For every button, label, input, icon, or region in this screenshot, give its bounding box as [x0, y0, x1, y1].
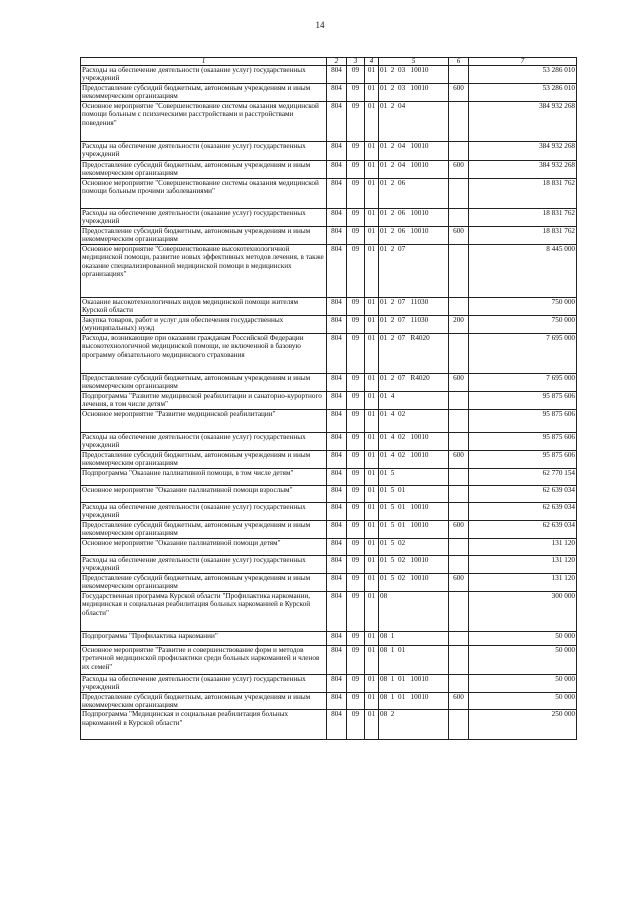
section-code-cell: 09: [347, 373, 365, 391]
target-article-cell: 01 5: [379, 468, 449, 485]
ministry-code-cell: 804: [327, 450, 347, 468]
section-code-cell: 09: [347, 432, 365, 450]
subsection-code-cell: 01: [365, 160, 379, 178]
row-name-cell: Подпрограмма "Профилактика наркомании": [81, 631, 327, 645]
row-name-cell: Предоставление субсидий бюджетным, автономным учреждениям и иным некоммерческим организациям: [81, 573, 327, 591]
table-row: [81, 244, 577, 297]
target-article-cell: 01 2 06 10010: [379, 226, 449, 244]
target-article-cell: 01 2 03 10010: [379, 66, 449, 84]
expense-type-cell: [449, 538, 469, 555]
section-code-cell: 09: [347, 101, 365, 141]
amount-cell: 750 000: [469, 315, 577, 333]
expense-type-cell: [449, 409, 469, 432]
table-row: [81, 538, 577, 555]
table-row: [81, 485, 577, 502]
amount-cell: 95 875 606: [469, 409, 577, 432]
target-article-cell: 01 2 07: [379, 244, 449, 297]
target-article-cell: 01 2 03 10010: [379, 83, 449, 101]
target-article-cell: 08 1 01: [379, 645, 449, 674]
budget-table: [80, 57, 577, 740]
subsection-code-cell: 01: [365, 631, 379, 645]
row-name-cell: Оказание высокотехнологичных видов медицинской помощи жителям Курской области: [81, 297, 327, 315]
target-article-cell: 01 2 07 R4020: [379, 333, 449, 373]
expense-type-cell: [449, 208, 469, 226]
expense-type-cell: 600: [449, 160, 469, 178]
row-name-cell: Основное мероприятие "Оказание паллиативной помощи взрослым": [81, 485, 327, 502]
expense-type-cell: [449, 432, 469, 450]
ministry-code-cell: 804: [327, 485, 347, 502]
ministry-code-cell: 804: [327, 141, 347, 160]
subsection-code-cell: 01: [365, 101, 379, 141]
target-article-cell: 01 4 02 10010: [379, 450, 449, 468]
expense-type-cell: 600: [449, 573, 469, 591]
section-code-cell: 09: [347, 315, 365, 333]
amount-cell: 50 000: [469, 645, 577, 674]
row-name-cell: Предоставление субсидий бюджетным, автономным учреждениям и иным некоммерческим организациям: [81, 373, 327, 391]
target-article-cell: 01 2 07 11030: [379, 315, 449, 333]
header-cell: 1: [81, 58, 327, 66]
section-code-cell: 09: [347, 244, 365, 297]
table-row: [81, 391, 577, 409]
section-code-cell: 09: [347, 83, 365, 101]
table-header-row: [81, 58, 577, 66]
table-row: [81, 645, 577, 674]
table-row: [81, 468, 577, 485]
table-row: [81, 208, 577, 226]
section-code-cell: 09: [347, 645, 365, 674]
table-row: [81, 333, 577, 373]
target-article-cell: 01 2 04 10010: [379, 160, 449, 178]
row-name-cell: Государственная программа Курской области "Профилактика наркомании, медицинская и социальная реабилитация больных наркоманией в Курской области": [81, 591, 327, 631]
amount-cell: 131 120: [469, 538, 577, 555]
ministry-code-cell: 804: [327, 297, 347, 315]
subsection-code-cell: 01: [365, 502, 379, 520]
table-row: [81, 160, 577, 178]
target-article-cell: 01 2 07 R4020: [379, 373, 449, 391]
header-cell: 6: [449, 58, 469, 66]
row-name-cell: Расходы на обеспечение деятельности (оказание услуг) государственных учреждений: [81, 208, 327, 226]
subsection-code-cell: 01: [365, 83, 379, 101]
section-code-cell: 09: [347, 333, 365, 373]
amount-cell: 750 000: [469, 297, 577, 315]
section-code-cell: 09: [347, 208, 365, 226]
table-row: [81, 674, 577, 692]
ministry-code-cell: 804: [327, 208, 347, 226]
section-code-cell: 09: [347, 674, 365, 692]
subsection-code-cell: 01: [365, 66, 379, 84]
section-code-cell: 09: [347, 297, 365, 315]
expense-type-cell: 200: [449, 315, 469, 333]
section-code-cell: 09: [347, 692, 365, 710]
subsection-code-cell: 01: [365, 432, 379, 450]
expense-type-cell: 600: [449, 520, 469, 538]
subsection-code-cell: 01: [365, 710, 379, 740]
ministry-code-cell: 804: [327, 432, 347, 450]
target-article-cell: 01 5 01: [379, 485, 449, 502]
row-name-cell: Подпрограмма "Развитие медицинской реабилитации и санаторно-курортного лечения, в том числе детям": [81, 391, 327, 409]
amount-cell: 62 639 034: [469, 485, 577, 502]
amount-cell: 50 000: [469, 674, 577, 692]
table-row: [81, 226, 577, 244]
amount-cell: 95 875 606: [469, 432, 577, 450]
amount-cell: 300 000: [469, 591, 577, 631]
ministry-code-cell: 804: [327, 66, 347, 84]
table-row: [81, 83, 577, 101]
target-article-cell: 08 1 01 10010: [379, 692, 449, 710]
ministry-code-cell: 804: [327, 391, 347, 409]
subsection-code-cell: 01: [365, 297, 379, 315]
table-row: [81, 710, 577, 740]
subsection-code-cell: 01: [365, 520, 379, 538]
expense-type-cell: [449, 710, 469, 740]
header-cell: 2: [327, 58, 347, 66]
row-name-cell: Предоставление субсидий бюджетным, автономным учреждениям и иным некоммерческим организациям: [81, 226, 327, 244]
expense-type-cell: [449, 502, 469, 520]
section-code-cell: 09: [347, 391, 365, 409]
ministry-code-cell: 804: [327, 674, 347, 692]
section-code-cell: 09: [347, 555, 365, 573]
table-row: [81, 692, 577, 710]
ministry-code-cell: 804: [327, 520, 347, 538]
expense-type-cell: 600: [449, 226, 469, 244]
amount-cell: 18 831 762: [469, 226, 577, 244]
subsection-code-cell: 01: [365, 485, 379, 502]
expense-type-cell: [449, 555, 469, 573]
expense-type-cell: [449, 631, 469, 645]
subsection-code-cell: 01: [365, 373, 379, 391]
section-code-cell: 09: [347, 226, 365, 244]
section-code-cell: 09: [347, 573, 365, 591]
page-number: 14: [315, 20, 325, 30]
expense-type-cell: 600: [449, 450, 469, 468]
ministry-code-cell: 804: [327, 645, 347, 674]
subsection-code-cell: 01: [365, 333, 379, 373]
target-article-cell: 08: [379, 591, 449, 631]
subsection-code-cell: 01: [365, 645, 379, 674]
amount-cell: 95 875 606: [469, 450, 577, 468]
expense-type-cell: [449, 485, 469, 502]
subsection-code-cell: 01: [365, 674, 379, 692]
section-code-cell: 09: [347, 160, 365, 178]
section-code-cell: 09: [347, 66, 365, 84]
table-row: [81, 520, 577, 538]
ministry-code-cell: 804: [327, 315, 347, 333]
row-name-cell: Основное мероприятие "Развитие медицинской реабилитации": [81, 409, 327, 432]
expense-type-cell: [449, 591, 469, 631]
amount-cell: 62 639 034: [469, 502, 577, 520]
target-article-cell: 01 5 01 10010: [379, 502, 449, 520]
expense-type-cell: [449, 468, 469, 485]
row-name-cell: Предоставление субсидий бюджетным, автономным учреждениям и иным некоммерческим организациям: [81, 520, 327, 538]
ministry-code-cell: 804: [327, 178, 347, 208]
row-name-cell: Основное мероприятие "Развитие и совершенствование форм и методов третичной медицинской профилактики среди больных наркоманией и членов их семей": [81, 645, 327, 674]
section-code-cell: 09: [347, 591, 365, 631]
amount-cell: 18 831 762: [469, 178, 577, 208]
ministry-code-cell: 804: [327, 160, 347, 178]
section-code-cell: 09: [347, 631, 365, 645]
row-name-cell: Расходы, возникающие при оказании гражданам Российской Федерации высокотехнологичной медицинской помощи, не включенной в базовую программу обязательного медицинского страхования: [81, 333, 327, 373]
subsection-code-cell: 01: [365, 391, 379, 409]
section-code-cell: 09: [347, 141, 365, 160]
ministry-code-cell: 804: [327, 555, 347, 573]
target-article-cell: 01 5 02 10010: [379, 573, 449, 591]
row-name-cell: Закупка товаров, работ и услуг для обеспечения государственных (муниципальных) нужд: [81, 315, 327, 333]
ministry-code-cell: 804: [327, 502, 347, 520]
target-article-cell: 01 2 04: [379, 101, 449, 141]
section-code-cell: 09: [347, 538, 365, 555]
row-name-cell: Подпрограмма "Медицинская и социальная реабилитация больных наркоманией в Курской области": [81, 710, 327, 740]
target-article-cell: 01 5 02 10010: [379, 555, 449, 573]
ministry-code-cell: 804: [327, 244, 347, 297]
subsection-code-cell: 01: [365, 468, 379, 485]
row-name-cell: Расходы на обеспечение деятельности (оказание услуг) государственных учреждений: [81, 66, 327, 84]
subsection-code-cell: 01: [365, 178, 379, 208]
amount-cell: 384 932 268: [469, 101, 577, 141]
row-name-cell: Основное мероприятие "Оказание паллиативной помощи детям": [81, 538, 327, 555]
ministry-code-cell: 804: [327, 538, 347, 555]
amount-cell: 50 000: [469, 631, 577, 645]
ministry-code-cell: 804: [327, 591, 347, 631]
target-article-cell: 08 2: [379, 710, 449, 740]
section-code-cell: 09: [347, 502, 365, 520]
expense-type-cell: [449, 244, 469, 297]
row-name-cell: Расходы на обеспечение деятельности (оказание услуг) государственных учреждений: [81, 555, 327, 573]
row-name-cell: Расходы на обеспечение деятельности (оказание услуг) государственных учреждений: [81, 502, 327, 520]
expense-type-cell: [449, 101, 469, 141]
subsection-code-cell: 01: [365, 226, 379, 244]
row-name-cell: Подпрограмма "Оказание паллиативной помощи, в том числе детям": [81, 468, 327, 485]
table-row: [81, 315, 577, 333]
amount-cell: 53 286 010: [469, 83, 577, 101]
row-name-cell: Основное мероприятие "Совершенствование системы оказания медицинской помощи больным с психическими расстройствами и расстройствами поведения": [81, 101, 327, 141]
expense-type-cell: 600: [449, 373, 469, 391]
row-name-cell: Расходы на обеспечение деятельности (оказание услуг) государственных учреждений: [81, 141, 327, 160]
expense-type-cell: [449, 66, 469, 84]
table-row: [81, 591, 577, 631]
section-code-cell: 09: [347, 178, 365, 208]
amount-cell: 50 000: [469, 692, 577, 710]
subsection-code-cell: 01: [365, 591, 379, 631]
target-article-cell: 01 2 07 11030: [379, 297, 449, 315]
expense-type-cell: [449, 141, 469, 160]
table-row: [81, 450, 577, 468]
row-name-cell: Предоставление субсидий бюджетным, автономным учреждениям и иным некоммерческим организациям: [81, 450, 327, 468]
table-row: [81, 101, 577, 141]
target-article-cell: 08 1: [379, 631, 449, 645]
header-cell: 4: [365, 58, 379, 66]
target-article-cell: 01 2 06: [379, 178, 449, 208]
table-row: [81, 297, 577, 315]
amount-cell: 53 286 010: [469, 66, 577, 84]
expense-type-cell: [449, 297, 469, 315]
target-article-cell: 01 4 02 10010: [379, 432, 449, 450]
target-article-cell: 01 4 02: [379, 409, 449, 432]
row-name-cell: Предоставление субсидий бюджетным, автономным учреждениям и иным некоммерческим организациям: [81, 83, 327, 101]
amount-cell: 95 875 606: [469, 391, 577, 409]
target-article-cell: 01 5 01 10010: [379, 520, 449, 538]
amount-cell: 7 695 000: [469, 333, 577, 373]
section-code-cell: 09: [347, 485, 365, 502]
amount-cell: 131 120: [469, 573, 577, 591]
table-row: [81, 373, 577, 391]
table-row: [81, 432, 577, 450]
expense-type-cell: 600: [449, 692, 469, 710]
ministry-code-cell: 804: [327, 373, 347, 391]
subsection-code-cell: 01: [365, 208, 379, 226]
table-row: [81, 631, 577, 645]
table-row: [81, 573, 577, 591]
ministry-code-cell: 804: [327, 710, 347, 740]
row-name-cell: Предоставление субсидий бюджетным, автономным учреждениям и иным некоммерческим организациям: [81, 160, 327, 178]
subsection-code-cell: 01: [365, 450, 379, 468]
section-code-cell: 09: [347, 409, 365, 432]
table-row: [81, 141, 577, 160]
ministry-code-cell: 804: [327, 101, 347, 141]
amount-cell: 131 120: [469, 555, 577, 573]
amount-cell: 7 695 000: [469, 373, 577, 391]
header-cell: 7: [469, 58, 577, 66]
table-row: [81, 502, 577, 520]
row-name-cell: Предоставление субсидий бюджетным, автономным учреждениям и иным некоммерческим организациям: [81, 692, 327, 710]
ministry-code-cell: 804: [327, 573, 347, 591]
section-code-cell: 09: [347, 468, 365, 485]
expense-type-cell: [449, 674, 469, 692]
expense-type-cell: 600: [449, 83, 469, 101]
subsection-code-cell: 01: [365, 555, 379, 573]
ministry-code-cell: 804: [327, 468, 347, 485]
amount-cell: 384 932 268: [469, 160, 577, 178]
subsection-code-cell: 01: [365, 538, 379, 555]
target-article-cell: 01 5 02: [379, 538, 449, 555]
subsection-code-cell: 01: [365, 315, 379, 333]
ministry-code-cell: 804: [327, 226, 347, 244]
amount-cell: 62 639 034: [469, 520, 577, 538]
table-row: [81, 409, 577, 432]
target-article-cell: 01 4: [379, 391, 449, 409]
row-name-cell: Расходы на обеспечение деятельности (оказание услуг) государственных учреждений: [81, 432, 327, 450]
subsection-code-cell: 01: [365, 692, 379, 710]
subsection-code-cell: 01: [365, 244, 379, 297]
ministry-code-cell: 804: [327, 631, 347, 645]
header-cell: 3: [347, 58, 365, 66]
section-code-cell: 09: [347, 520, 365, 538]
section-code-cell: 09: [347, 450, 365, 468]
amount-cell: 8 445 000: [469, 244, 577, 297]
amount-cell: 250 000: [469, 710, 577, 740]
table-row: [81, 66, 577, 84]
amount-cell: 384 932 268: [469, 141, 577, 160]
amount-cell: 62 770 154: [469, 468, 577, 485]
header-cell: 5: [379, 58, 449, 66]
expense-type-cell: [449, 333, 469, 373]
row-name-cell: Основное мероприятие "Совершенствование высокотехнологичной медицинской помощи, развитие новых эффективных методов лечения, в также оказание специализированной медицинской помощи в медицинских организациях": [81, 244, 327, 297]
expense-type-cell: [449, 391, 469, 409]
row-name-cell: Расходы на обеспечение деятельности (оказание услуг) государственных учреждений: [81, 674, 327, 692]
expense-type-cell: [449, 178, 469, 208]
table-row: [81, 178, 577, 208]
target-article-cell: 01 2 04 10010: [379, 141, 449, 160]
expense-type-cell: [449, 645, 469, 674]
section-code-cell: 09: [347, 710, 365, 740]
subsection-code-cell: 01: [365, 141, 379, 160]
target-article-cell: 08 1 01 10010: [379, 674, 449, 692]
row-name-cell: Основное мероприятие "Совершенствование системы оказания медицинской помощи больным прочими заболеваниями": [81, 178, 327, 208]
target-article-cell: 01 2 06 10010: [379, 208, 449, 226]
subsection-code-cell: 01: [365, 409, 379, 432]
table-row: [81, 555, 577, 573]
ministry-code-cell: 804: [327, 83, 347, 101]
ministry-code-cell: 804: [327, 333, 347, 373]
subsection-code-cell: 01: [365, 573, 379, 591]
ministry-code-cell: 804: [327, 692, 347, 710]
ministry-code-cell: 804: [327, 409, 347, 432]
amount-cell: 18 831 762: [469, 208, 577, 226]
